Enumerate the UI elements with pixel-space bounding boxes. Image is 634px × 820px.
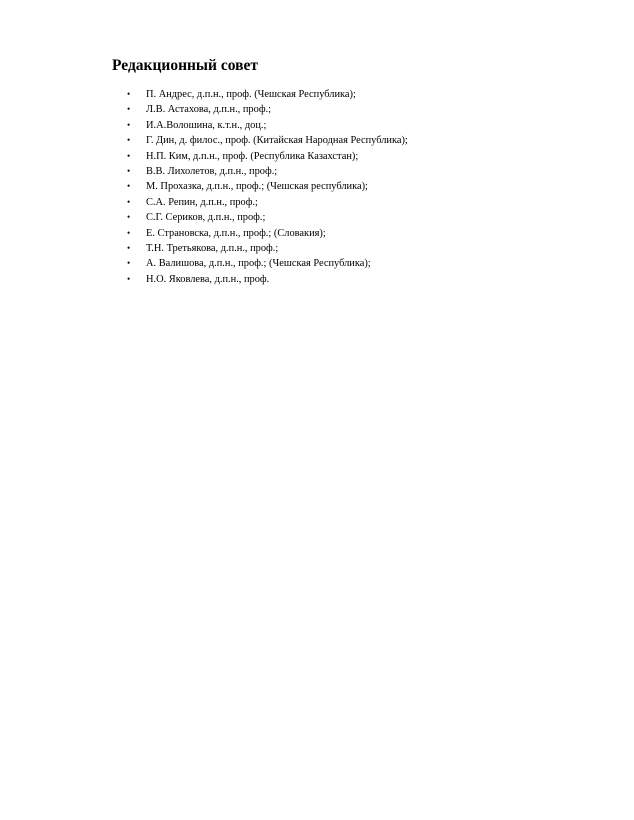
member-entry: И.А.Волошина, к.т.н., доц.; (146, 119, 267, 131)
member-entry: П. Андрес, д.п.н., проф. (Чешская Республика); (146, 89, 356, 100)
member-entry: А. Валишова, д.п.н., проф.; (Чешская Республика); (146, 258, 371, 270)
bullet-icon: • (127, 258, 131, 269)
bullet-icon: • (127, 181, 131, 192)
member-entry: В.В. Лихолетов, д.п.н., проф.; (146, 165, 278, 177)
member-entry: Н.О. Яковлева, д.п.н., проф. (146, 273, 270, 285)
bullet-icon: • (127, 89, 131, 99)
bullet-icon: • (127, 196, 131, 207)
member-entry: Л.В. Астахова, д.п.н., проф.; (146, 104, 272, 116)
member-entry: Е. Страновска, д.п.н., проф.; (Словакия); (146, 227, 326, 239)
bullet-icon: • (127, 227, 131, 238)
bullet-icon: • (127, 119, 131, 130)
bullet-icon: • (127, 165, 131, 176)
member-entry: М. Прохазка, д.п.н., проф.; (Чешская республика); (146, 181, 368, 193)
bullet-icon: • (127, 150, 131, 161)
member-entry: Н.П. Ким, д.п.н., проф. (Республика Казахстан); (146, 150, 359, 162)
bullet-icon: • (127, 212, 131, 223)
page-title: Редакционный совет (112, 57, 258, 74)
member-entry: Т.Н. Третьякова, д.п.н., проф.; (146, 242, 279, 254)
member-entry: Г. Дин, д. филос., проф. (Китайская Народная Республика); (146, 135, 408, 147)
member-entry: С.Г. Сериков, д.п.н., проф.; (146, 212, 266, 224)
bullet-icon: • (127, 242, 131, 253)
bullet-icon: • (127, 104, 131, 115)
member-entry: С.А. Репин, д.п.н., проф.; (146, 196, 258, 208)
bullet-icon: • (127, 273, 131, 284)
bullet-icon: • (127, 135, 131, 146)
